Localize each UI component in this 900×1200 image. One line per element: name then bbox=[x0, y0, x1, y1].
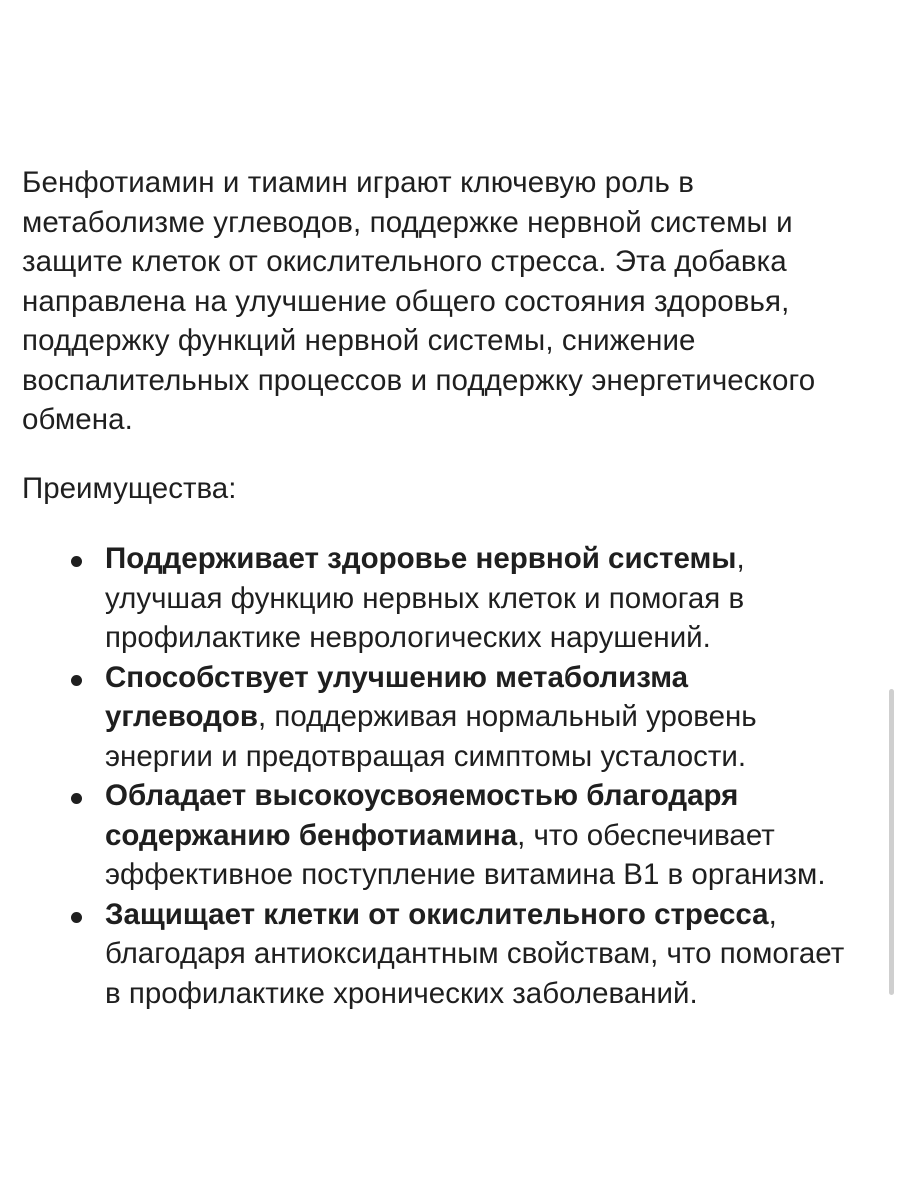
list-item bbox=[22, 776, 852, 895]
bullet-icon bbox=[71, 793, 82, 804]
intro-paragraph: Бенфотиамин и тиамин играют ключевую роль в метаболизме углеводов, поддержке нервной системы и защите клеток от окислительного стресса. Эта добавка направлена на улучшение общего состояния здоровья, поддержку функций нервной системы, снижение воспалительных процессов и поддержку энергетического обмена. bbox=[22, 166, 816, 436]
benefits-list bbox=[22, 539, 852, 1013]
benefits-heading: Преимущества: bbox=[22, 471, 237, 505]
benefit-rest-text: , поддерживая нормальный уровень энергии и предотвращая симптомы усталости. bbox=[105, 700, 757, 773]
bullet-icon bbox=[71, 675, 82, 686]
benefit-bold-text: Поддерживает здоровье нервной системы bbox=[105, 542, 737, 575]
scrollbar[interactable] bbox=[889, 689, 894, 995]
document-content bbox=[22, 163, 852, 1013]
bullet-icon bbox=[71, 912, 82, 923]
bullet-icon bbox=[71, 556, 82, 567]
benefit-text bbox=[105, 542, 745, 654]
benefit-rest-text: , благодаря антиоксидантным свойствам, что помогает в профилактике хронических заболеваний. bbox=[105, 897, 845, 1010]
benefit-text bbox=[105, 898, 844, 1010]
list-item bbox=[22, 895, 852, 1014]
benefit-bold-text: Способствует улучшению метаболизма углеводов bbox=[105, 660, 689, 733]
benefit-text bbox=[105, 661, 757, 773]
list-item bbox=[22, 658, 852, 777]
benefit-bold-text: Обладает высокоусвояемостью благодаря содержанию бенфотиамина bbox=[105, 779, 739, 852]
benefit-bold-text: Защищает клетки от окислительного стресса bbox=[105, 897, 769, 931]
list-item bbox=[22, 539, 852, 658]
benefit-rest-text: , улучшая функцию нервных клеток и помогая в профилактике неврологических нарушений. bbox=[105, 542, 745, 654]
benefit-text bbox=[105, 779, 826, 891]
benefit-rest-text: , что обеспечивает эффективное поступление витамина В1 в организм. bbox=[105, 818, 826, 891]
